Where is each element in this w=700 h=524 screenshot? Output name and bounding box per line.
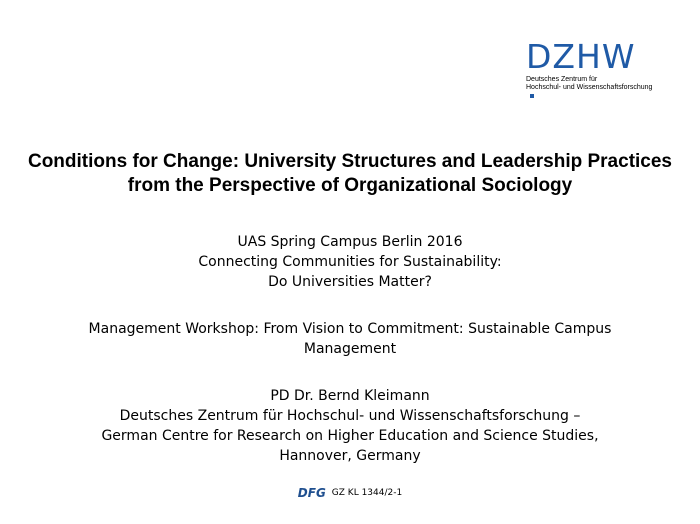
dzhw-logo-mark: DZHW <box>526 37 636 76</box>
dzhw-logo-line2: Hochschul- und Wissenschaftsforschung <box>526 84 653 91</box>
author-institute-de: Deutsches Zentrum für Hochschul- und Wissenschaftsforschung – <box>119 408 581 424</box>
event-theme: Connecting Communities for Sustainability: <box>198 254 502 270</box>
workshop-info <box>0 319 700 359</box>
author-name: PD Dr. Bernd Kleimann <box>270 388 430 404</box>
dzhw-logo-line1: Deutsches Zentrum für <box>526 76 598 83</box>
author-info <box>0 386 700 466</box>
author-location: Hannover, Germany <box>279 448 421 464</box>
dfg-logo: DFG <box>297 486 326 500</box>
workshop-line-2: Management <box>303 341 397 357</box>
presentation-title <box>0 150 700 198</box>
footer <box>0 486 700 501</box>
event-name: UAS Spring Campus Berlin 2016 <box>237 234 463 250</box>
workshop-line-1: Management Workshop: From Vision to Commitment: Sustainable Campus <box>88 321 612 337</box>
dzhw-logo <box>526 37 656 100</box>
title-line-1: Conditions for Change: University Structures and Leadership Practices <box>27 151 673 172</box>
grant-number: GZ KL 1344/2-1 <box>331 488 403 498</box>
logo-square-icon <box>530 94 534 98</box>
dzhw-logo-subtitle <box>526 76 656 100</box>
event-question: Do Universities Matter? <box>268 274 432 290</box>
event-info <box>0 232 700 292</box>
author-institute-en: German Centre for Research on Higher Education and Science Studies, <box>101 428 599 444</box>
title-line-2: from the Perspective of Organizational Sociology <box>127 175 573 196</box>
